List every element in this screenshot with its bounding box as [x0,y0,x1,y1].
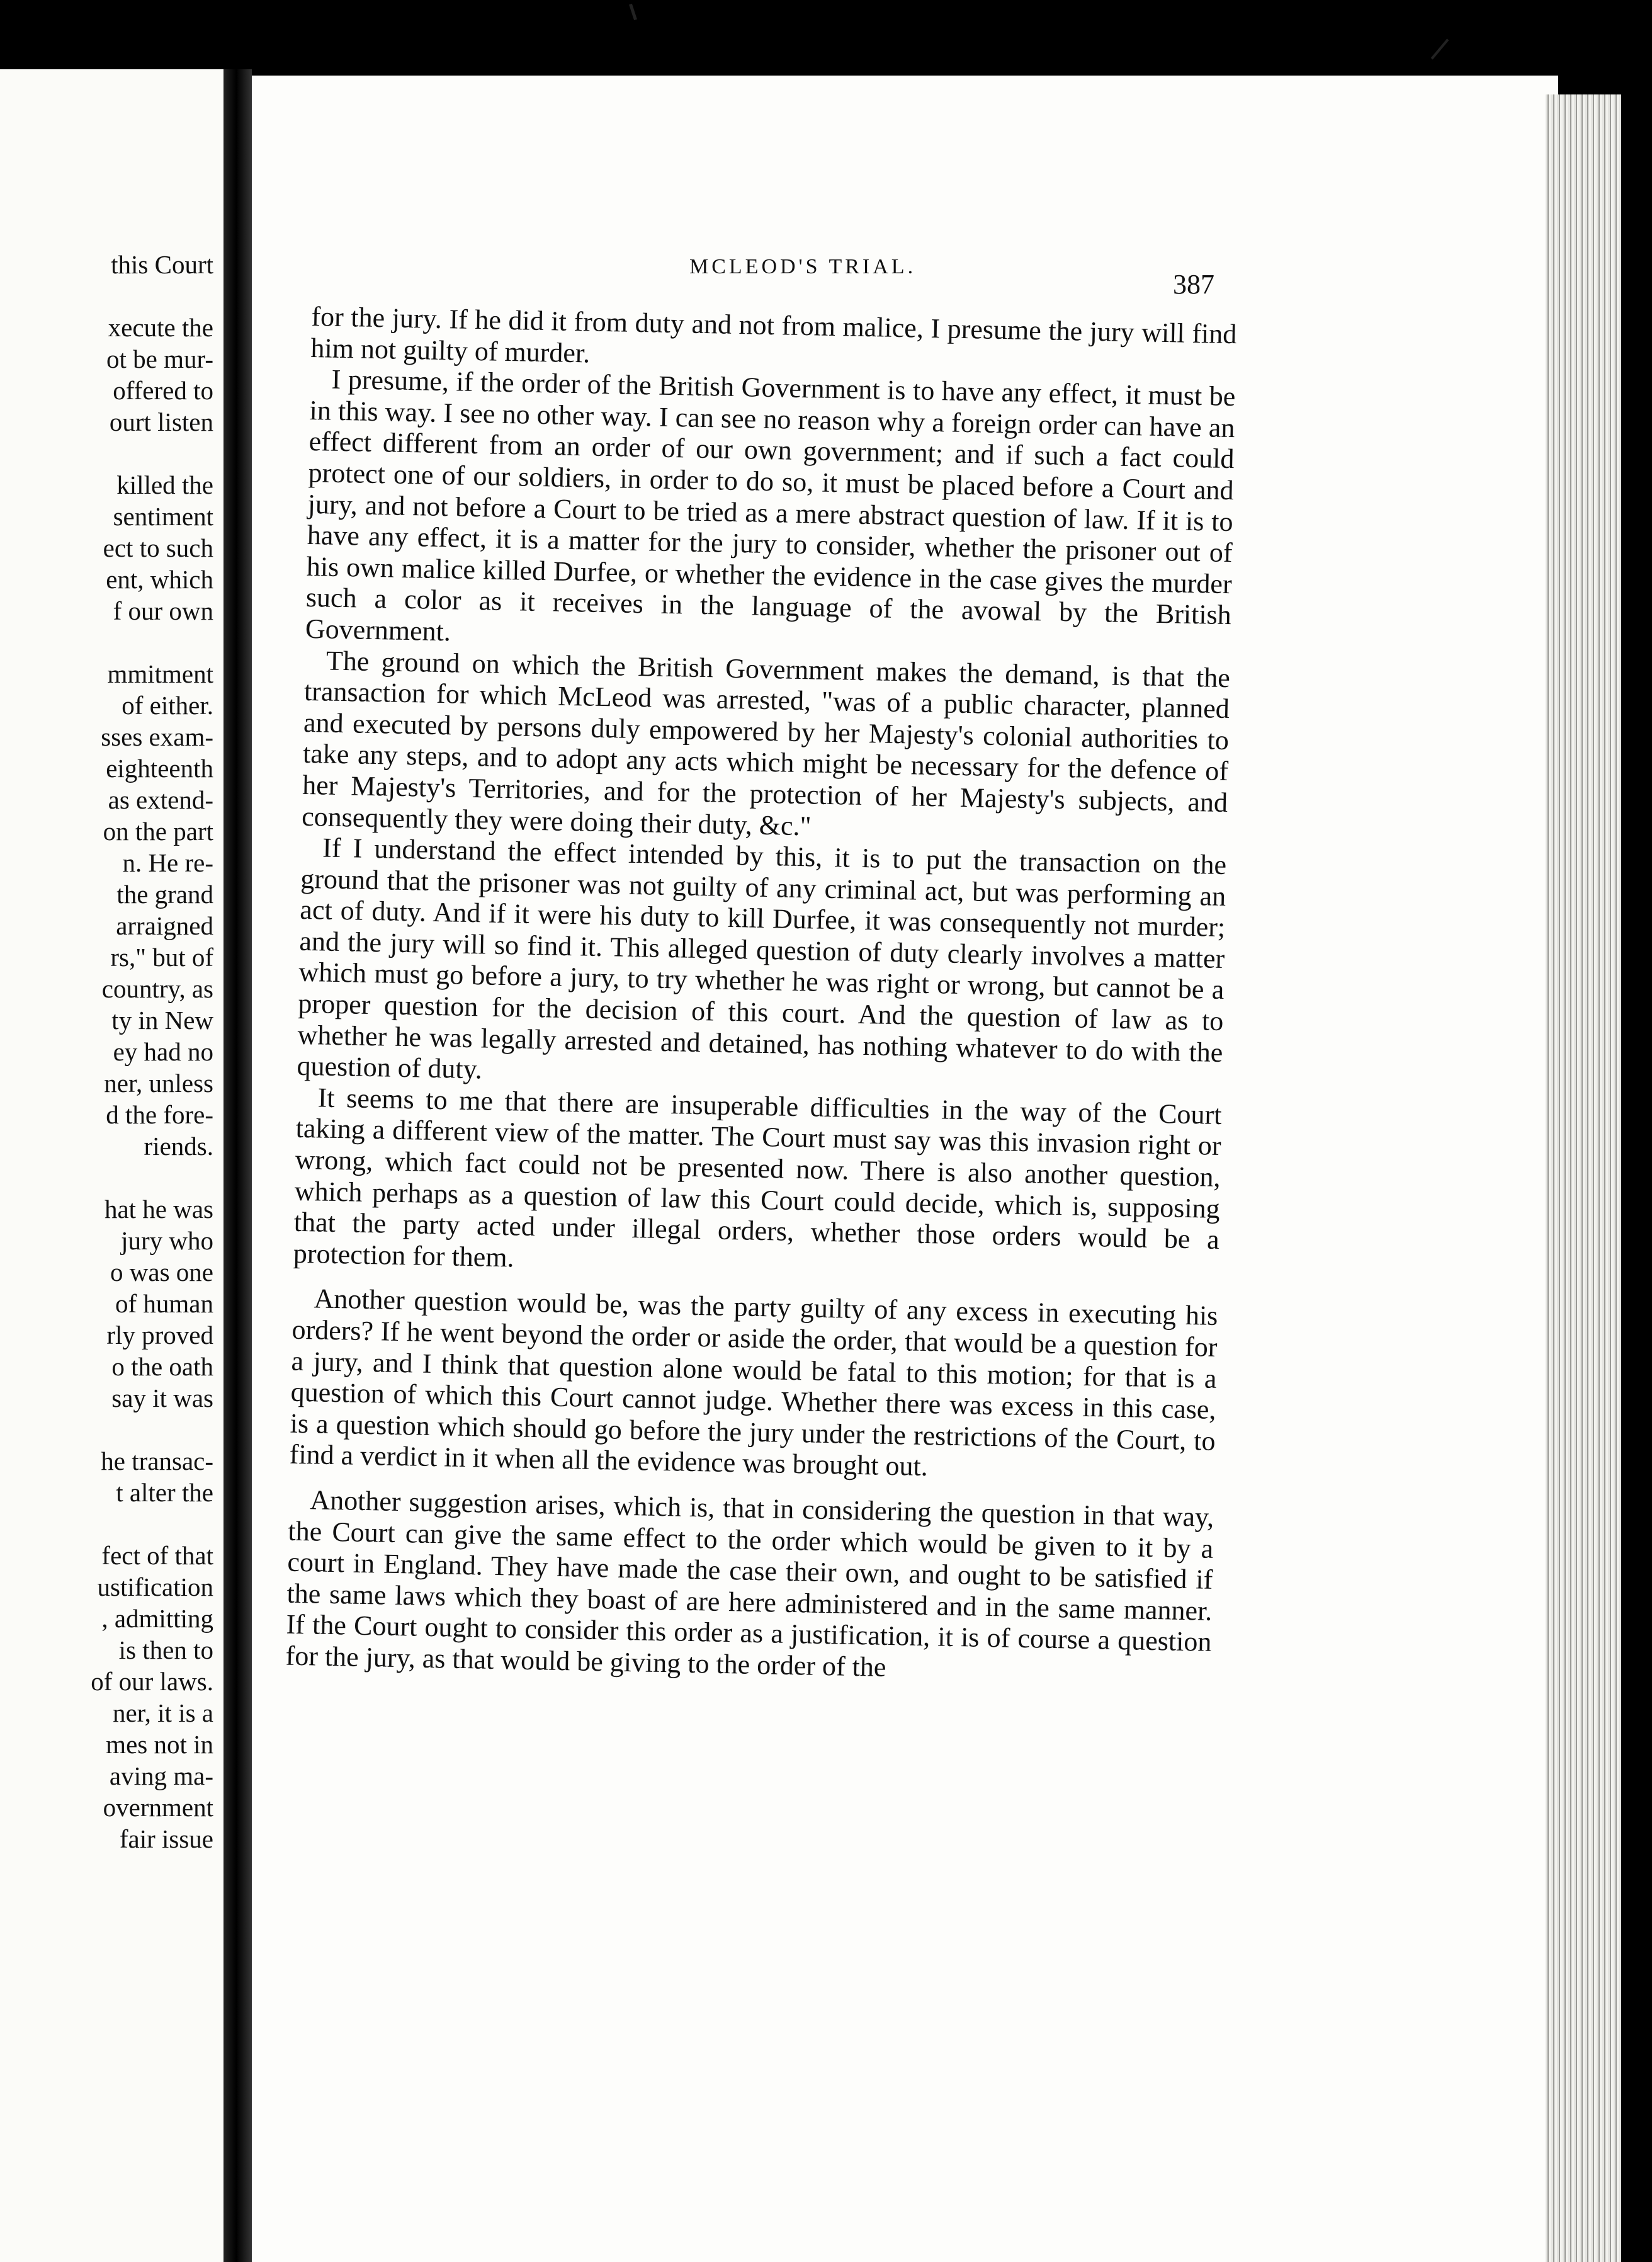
left-facing-page [0,69,223,2262]
left-page-line: mmitment [107,659,213,688]
paragraph: for the jury. If he did it from duty and not from malice, I presume the jury will find him not guilty of murder. [310,301,1237,369]
left-page-line: rly proved [106,1321,213,1350]
left-page-line: o was one [110,1258,213,1287]
left-page-line: ustification [97,1572,213,1601]
left-page-line: overnment [103,1793,213,1822]
book-gutter [223,69,252,2262]
left-page-line: of human [115,1289,213,1318]
left-page-line: of our laws. [91,1667,213,1696]
left-page-line: xecute the [108,313,213,342]
left-page-line: arraigned [116,911,213,940]
running-head: MCLEOD'S TRIAL. [689,255,917,278]
left-page-line: he transac- [101,1446,213,1475]
left-page-line: hat he was [104,1195,213,1224]
paragraph: I presume, if the order of the British Government is to have any effect, it must be in this way. I see no other way. I can see no reason why a foreign order can have an effect different from an order of our own government; and if such a fact could protect one of our soldiers, in order to do so, it must be placed before a Court and jury, and not before a Court to be tried as a mere abstract question of law. If it is to have any effect, it is a matter for the jury to consider, whether the prisoner out of his own malice killed Durfee, or whether the evidence in the case gives the murder such a color as it receives in the language of the avowal by the British Government. [305,363,1236,647]
left-page-line: on the part [103,817,213,846]
left-page-line: ner, unless [104,1069,213,1098]
left-page-line: ner, it is a [112,1698,213,1727]
left-page-line: fair issue [119,1824,213,1853]
page-number: 387 [1173,269,1214,300]
left-page-line: as extend- [108,785,213,814]
left-page-line: say it was [111,1384,213,1412]
left-page-line: the grand [116,880,213,909]
left-page-line: jury who [121,1226,213,1255]
left-page-line: killed the [116,470,213,499]
left-page-line: country, as [101,974,213,1003]
left-page-line: , admitting [101,1604,213,1633]
left-page-line: ot be mur- [106,344,213,373]
left-page-line: rs," but of [110,943,213,972]
left-page-line: sentiment [113,502,213,531]
left-page-line: f our own [113,596,213,625]
paragraph: Another question would be, was the party guilty of any excess in executing his orders? If he went beyond the order or aside the order, that would be a question for a jury, and I think that question alone would be fatal to this motion; for that is a question of which this Court cannot judge. Whether there was excess in this case, is a question which should go before the jury under the restrictions of the Court, to find a verdict in it when all the evidence was brought out. [289,1283,1218,1482]
left-page-line: of either. [122,691,213,720]
left-page-line: ey had no [113,1037,213,1066]
left-page-line: fect of that [101,1541,213,1570]
left-page-line: is then to [118,1635,213,1664]
left-page-line: o the oath [111,1352,213,1381]
left-page-line: ent, which [106,565,213,594]
left-page-line: d the fore- [106,1100,213,1129]
left-page-line: aving ma- [109,1761,213,1790]
left-page-line: ect to such [103,533,213,562]
paragraph: If I understand the effect intended by this, it is to put the transaction on the ground that the prisoner was not guilty of any criminal act, but was performing an act of duty. And if it were his duty to kill Durfee, it was consequently not murder; and the jury will so find it. This alleged question of duty clearly involves a matter which must go before a jury, to try whether he was right or wrong, but cannot be a proper question for the decision of this court. And the question of law as to whether he was legally arrested and detained, has nothing whatever to do with the question of duty. [297,832,1227,1085]
paragraph: Another suggestion arises, which is, that in considering the question in that way, the Court can give the same effect to the order which would be given to it by a court in England. They have made the case their own, and ought to be satisfied if the same laws which they boast of are here administered and in the same manner. If the Court ought to consider this order as a justification, it is of course a question for the jury, as that would be giving to the order of the [285,1484,1214,1683]
left-page-line: t alter the [116,1478,213,1507]
left-page-line: ourt listen [109,407,213,436]
left-page-line: ty in New [111,1006,213,1035]
paragraph: It seems to me that there are insuperable difficulties in the way of the Court taking a different view of the matter. The Court must say was this invasion right or wrong, which fact could not be presented now. There is also another question, which perhaps as a question of law this Court could decide, which is, supposing that the party acted under illegal orders, whether those orders would be a protection for them. [293,1082,1222,1273]
left-page-line: sses exam- [101,722,213,751]
page-edges [1546,94,1621,2262]
left-page-line: offered to [113,376,213,405]
paragraph: The ground on which the British Government makes the demand, is that the transaction for which McLeod was arrested, "was of a public character, planned and executed by persons duly empowered by her Majesty's colonial authorities to take any steps, and to adopt any acts which might be necessary for the defence of her Majesty's Territories, and for the protection of her Majesty's subjects, and consequently they were doing their duty, &c." [301,645,1231,841]
left-page-line: mes not in [106,1730,213,1759]
left-page-line: eighteenth [106,754,213,783]
body-text [285,301,1237,1689]
scan-mark [1431,38,1449,59]
scan-mark [629,4,637,20]
left-page-line: n. He re- [122,848,213,877]
left-page-line: this Court [111,250,213,279]
left-page-line: riends. [144,1132,213,1161]
